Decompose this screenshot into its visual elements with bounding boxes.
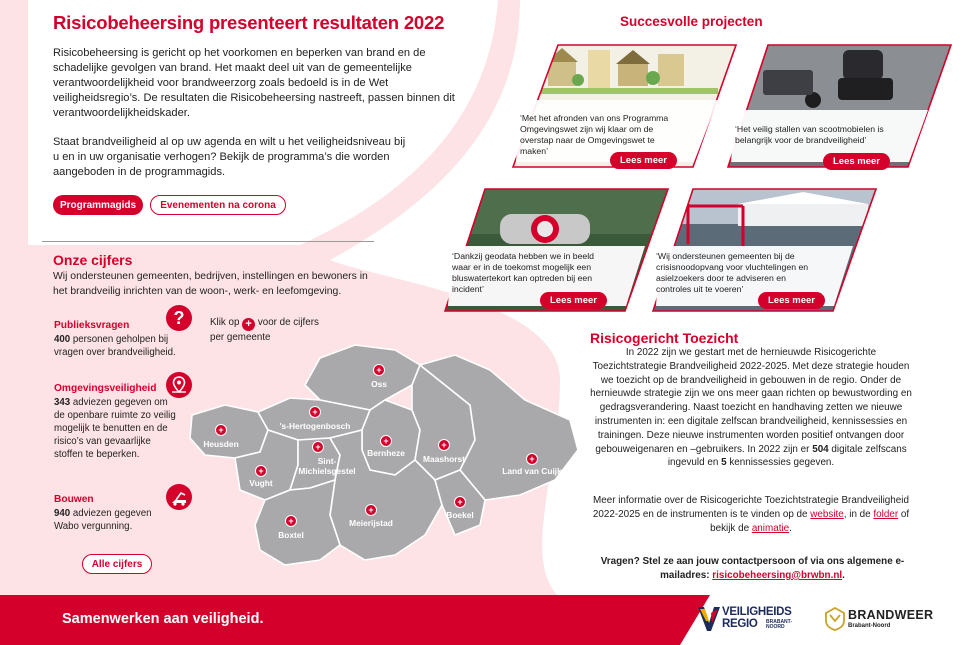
map-pin-boekel[interactable]: + [454,496,466,508]
stat-card-omgevingsveiligheid [44,378,186,476]
map-pin-boxtel[interactable]: + [285,515,297,527]
map-pin-meierijstad[interactable]: + [365,504,377,516]
footer-slogan: Samenwerken aan veiligheid. [62,611,264,627]
alle-cijfers-button[interactable]: Alle cijfers [82,554,152,574]
map-label-oss: Oss [371,379,387,389]
vragen-b: . [842,569,845,581]
stat-card-publieksvragen [44,315,186,367]
map-label-maashorst: Maashorst [423,454,465,464]
stat-text: personen geholpen bij vragen over brandveiligheid. [54,334,176,358]
map-pin-maashorst[interactable]: + [438,439,450,451]
intro-paragraph-2: Staat brandveiligheid al op uw agenda en wilt u het veiligheidsniveau bij u en in uw organisatie verhogen? Bekijk de programma’s die worden aangeboden in de programmagids. [53,136,406,178]
toezicht-more-info [590,494,912,535]
klik-post: voor de cijfers per gemeente [210,317,319,343]
bw-logo-line2: Brabant-Noord [848,623,891,629]
map-pin-vught[interactable]: + [255,465,267,477]
stat-body [54,333,178,359]
map-pin-sint-michielsgestel[interactable]: + [312,441,324,453]
programmagids-button[interactable]: Programmagids [53,195,143,215]
evenementen-button[interactable]: Evenementen na corona [150,195,286,215]
page-title: Risicobeheersing presenteert resultaten 2022 [53,12,445,33]
website-link[interactable]: website [810,508,844,520]
lees-meer-button[interactable]: Lees meer [610,152,677,169]
vr-logo-line1: VEILIGHEIDS [722,606,792,618]
project-quote: ‘Het veilig stallen van scootmobielen is belangrijk voor de brandveiligheid’ [735,124,884,145]
map-label-boekel: Boekel [446,510,474,520]
klik-pre: Klik op [210,317,240,328]
toezicht-text-c: kennissessies gegeven. [726,457,835,469]
folder-link[interactable]: folder [873,508,899,520]
brandweer-logo-icon [824,607,846,631]
toezicht-text-b: digitale zelfscans ingevuld en [667,443,907,469]
map-pin-oss[interactable]: + [373,364,385,376]
stat-number: 343 [54,397,71,408]
stat-body [54,507,178,533]
stat-body [54,396,178,461]
email-link[interactable]: risicobeheersing@brwbn.nl [712,569,843,581]
animatie-link[interactable]: animatie [751,522,790,534]
map-pin-bernheze[interactable]: + [380,435,392,447]
project-quote: ‘Wij ondersteunen gemeenten bij de crisisnoodopvang voor vluchtelingen en asielzoekers door te adviseren en controles uit te voeren’ [656,251,809,294]
plus-icon: + [242,318,255,331]
veiligheidsregio-logo-icon [698,605,720,633]
stat-title: Omgevingsveiligheid [54,383,157,394]
project-card-crisisnoodopvang[interactable] [648,184,880,316]
projects-title: Succesvolle projecten [620,14,763,29]
lees-meer-button[interactable]: Lees meer [540,292,607,309]
bw-logo-line1: BRANDWEER [848,608,934,622]
map-label-land-van-cuijk: Land van Cuijk [502,466,562,476]
toezicht-num-sessies: 5 [721,457,727,469]
map-label-vught: Vught [249,478,273,488]
stat-card-bouwen [44,489,186,545]
map-label-s-hertogenbosch: 's-Hertogenbosch [279,421,351,431]
project-card-scootmobielen[interactable] [723,40,955,172]
stat-text: adviezen gegeven om de openbare ruimte zo veilig mogelijk te benutten en de risico’s van gevaarlijke stoffen te beperken. [54,397,176,460]
stat-title: Publieksvragen [54,320,130,331]
more-b: , in de [843,508,874,520]
map-region-heusden [190,405,268,458]
lees-meer-button[interactable]: Lees meer [758,292,825,309]
toezicht-num-scans: 504 [812,443,829,455]
more-c: of bekijk de [710,508,910,534]
intro-text [53,46,458,194]
map-label-meierijstad: Meierijstad [349,518,393,528]
lees-meer-button[interactable]: Lees meer [823,153,890,170]
project-quote: ‘Dankzij geodata hebben we in beeld waar er in de toekomst mogelijk een bluswatertekort kan optreden bij een incident’ [452,251,594,294]
map-pin-land-van-cuijk[interactable]: + [526,453,538,465]
map-pin-s-hertogenbosch[interactable]: + [309,406,321,418]
cijfers-title: Onze cijfers [53,252,133,268]
more-a: Meer informatie over de Risicogerichte Toezichtstrategie Brandveiligheid 2022-2025 en de instrumenten is te vinden op de [592,495,909,520]
project-card-omgevingswet[interactable] [508,40,740,172]
map-pin-heusden[interactable]: + [215,424,227,436]
stat-number: 940 [54,508,71,519]
stat-text: adviezen gegeven Wabo vergunning. [54,508,152,532]
map-label-bernheze: Bernheze [367,448,405,458]
map-label-sint-michielsgestel: Sint- Michielsgestel [298,456,356,476]
vr-logo-sub: BRABANT-NOORD [766,619,793,630]
project-quote: ‘Met het afronden van ons Programma Omgevingswet zijn wij klaar om de overstap naar de Omgevingswet te maken’ [520,113,669,156]
svg-text:?: ? [173,308,185,328]
veiligheidsregio-logo [698,603,798,637]
cijfers-text: Wij ondersteunen gemeenten, bedrijven, instellingen en bewoners in het brandveilig inrichten van de woon-, werk- en leefomgeving. [53,271,368,297]
intro-paragraph-1: Risicobeheersing is gericht op het voorkomen en beperken van brand en de schadelijke gevolgen van brand. Het maakt deel uit van de gemeentelijke verantwoordelijkheid voor brandweerzorg zoals bedoeld is in de Wet veiligheidsregio’s. De resultaten die Risicobeheersing nastreeft, passen binnen dit verantwoordelijkheidskader. [53,47,455,119]
stat-title: Bouwen [54,494,94,505]
brandweer-logo [824,605,954,635]
toezicht-title: Risicogericht Toezicht [590,330,739,346]
question-icon [166,305,192,331]
vragen-text [600,555,905,583]
toezicht-text-a: In 2022 zijn we gestart met de hernieuwde Risicogerichte Toezichtstrategie Brandveiligheid 2022-2025. Met deze strategie houden we toezicht op de brandveiligheid in gebouwen in de regio. Onder de hernieuwde strategie zijn we ons meer gaan richten op bewustwording en gedragsverandering. Naast toezicht en handhaving zetten we nieuwe instrumenten in: een digitale zelfscan brandveiligheid, kennissessies en trainingen. Deze nieuwe instrumenten worden positief ontvangen door gebouweigenaren en –gebruikers. In 2022 zijn er [590,347,912,455]
vragen-a: Vragen? Stel ze aan jouw contactpersoon of via ons algemene e-mailadres: [600,556,905,581]
divider [42,241,374,242]
more-d: . [789,522,792,534]
footer [0,595,966,645]
stat-number: 400 [54,334,71,345]
map-label-heusden: Heusden [203,439,239,449]
map-label-boxtel: Boxtel [278,530,304,540]
project-card-geodata[interactable] [440,184,672,316]
vr-logo-line2: REGIO [722,618,758,630]
toezicht-text [590,346,912,470]
